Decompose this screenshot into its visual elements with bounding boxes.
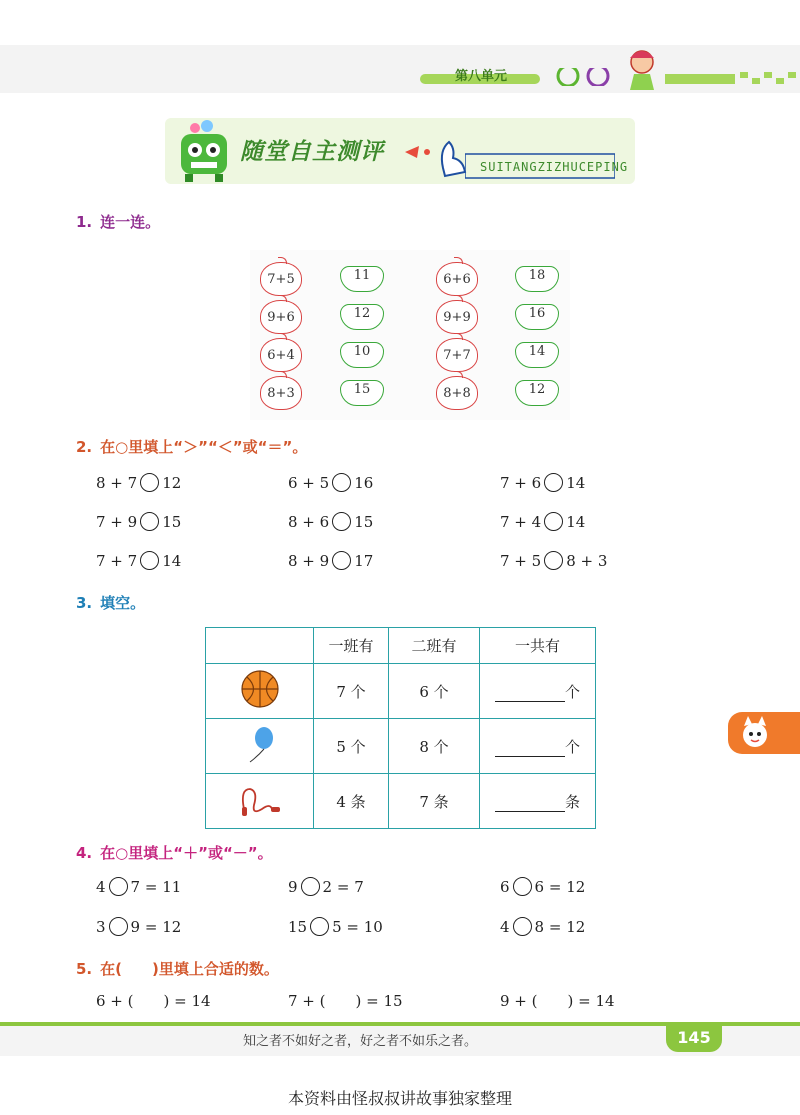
compare-item [96,512,181,531]
unit-title: 第八单元 [455,69,508,84]
bowl-answer[interactable] [515,304,559,330]
answer-text: 12 [528,382,546,397]
answer-blank[interactable] [495,742,565,757]
left-operand: 6 [500,877,510,896]
expression-text: 7+7 [443,347,471,363]
class-2-count: 8 个 [389,719,480,774]
compare-item [96,473,181,492]
right-operand: 15 [354,512,374,531]
right-operand: 17 [354,551,374,570]
left-operand: 7 + 7 [96,551,138,570]
operator-item [500,877,585,896]
table-row [206,719,596,774]
basketball-icon [240,669,280,709]
apple-expression[interactable] [260,376,302,410]
answer-circle[interactable] [513,877,532,896]
expression-text: 6+4 [267,347,295,363]
credit-line: 本资料由怪叔叔讲故事独家整理 [287,1089,512,1108]
compare-item [288,473,373,492]
answer-unit: 个 [564,682,580,701]
apple-expression[interactable] [436,338,478,372]
fill-number-item[interactable] [288,990,403,1011]
compare-item [500,512,585,531]
left-operand: 7 + 5 [500,551,542,570]
expression-start: 9 + ( [500,991,538,1010]
answer-circle[interactable] [332,551,351,570]
banner-subtitle: SUITANGZIZHUCEPING [480,160,629,174]
question-1-label [76,211,160,232]
expression-end: ) = 15 [325,992,403,1010]
answer-text: 16 [528,306,546,321]
answer-circle[interactable] [301,877,320,896]
right-operand: 14 [566,512,586,531]
answer-circle[interactable] [109,877,128,896]
left-operand: 4 [96,877,106,896]
total-answer-cell [480,774,596,829]
expression-end: ) = 14 [133,992,211,1010]
answer-circle[interactable] [544,512,563,531]
right-operand: 8 + 3 [566,551,608,570]
ring-green-icon [558,68,578,86]
answer-circle[interactable] [544,473,563,492]
apple-expression[interactable] [260,300,302,334]
left-operand: 8 + 6 [288,512,330,531]
class-2-count: 7 条 [389,774,480,829]
apple-expression[interactable] [436,376,478,410]
apple-expression[interactable] [436,300,478,334]
total-answer-cell [480,664,596,719]
question-number: 5. [76,960,93,978]
answer-circle[interactable] [140,512,159,531]
expression-text: 9+6 [267,309,295,325]
apple-expression[interactable] [260,338,302,372]
right-operand: 16 [354,473,374,492]
expression-text: 6+6 [443,271,471,287]
left-operand: 9 [288,877,298,896]
right-operand: 9 = 12 [130,917,182,936]
footer-motto: 知之者不如好之者，好之者不如乐之者。 [243,1034,478,1049]
apple-expression[interactable] [260,262,302,296]
question-number: 1. [76,213,93,231]
mascot-girl-icon [618,44,668,92]
expression-start: 7 + ( [288,991,326,1010]
operator-item [500,917,585,936]
right-operand: 14 [162,551,182,570]
table-item [206,719,314,774]
right-operand: 14 [566,473,586,492]
compare-item [288,512,373,531]
right-operand: 15 [162,512,182,531]
compare-item [500,473,585,492]
balloon-icon [240,724,280,764]
bowl-answer[interactable] [515,266,559,292]
table-header: 一共有 [480,628,596,664]
expression-text: 8+3 [267,385,295,401]
left-operand: 7 + 6 [500,473,542,492]
banner-title: 随堂自主测评 [240,139,384,165]
answer-circle[interactable] [513,917,532,936]
fox-mascot-icon [738,716,772,750]
answer-circle[interactable] [140,473,159,492]
right-operand: 5 = 10 [332,917,383,936]
compare-item [96,551,181,570]
question-prompt: 连一连。 [100,213,161,231]
right-operand: 2 = 7 [322,877,364,896]
class-2-count: 6 个 [389,664,480,719]
question-prompt: 在○里填上“＋”或“－”。 [100,844,273,862]
answer-circle[interactable] [310,917,329,936]
answer-blank[interactable] [495,687,565,702]
table-header: 一班有 [314,628,389,664]
side-tab [728,712,800,754]
operator-item [288,917,383,936]
operator-item [288,877,364,896]
bowl-answer[interactable] [340,380,384,406]
answer-text: 12 [353,306,371,321]
answer-text: 10 [353,344,371,359]
answer-text: 11 [353,268,371,283]
table-corner [206,628,314,664]
question-4-label [76,842,273,863]
answer-unit: 个 [564,737,580,756]
apple-expression[interactable] [436,262,478,296]
table-row [206,664,596,719]
question-prompt: 填空。 [100,594,146,612]
total-answer-cell [480,719,596,774]
compare-item [288,551,373,570]
answer-text: 14 [528,344,546,359]
left-operand: 8 + 9 [288,551,330,570]
answer-circle[interactable] [544,551,563,570]
left-operand: 6 + 5 [288,473,330,492]
answer-blank[interactable] [495,797,565,812]
question-5-label [76,958,279,979]
fill-table [205,627,596,829]
jump-rope-icon [238,779,282,819]
question-number: 3. [76,594,93,612]
question-number: 2. [76,438,93,456]
bowl-answer[interactable] [515,342,559,368]
monster-mascot-icon [175,120,235,184]
answer-text: 18 [528,268,546,283]
right-operand: 8 = 12 [534,917,586,936]
bowl-answer[interactable] [340,342,384,368]
class-1-count: 5 个 [314,719,389,774]
question-prompt: 在( )里填上合适的数。 [100,960,279,978]
compare-item [500,551,607,570]
expression-text: 8+8 [443,385,471,401]
left-operand: 7 + 9 [96,512,138,531]
answer-circle[interactable] [140,551,159,570]
answer-circle[interactable] [109,917,128,936]
question-2-label [76,436,307,457]
operator-item [96,877,181,896]
bowl-answer[interactable] [340,266,384,292]
left-operand: 7 + 4 [500,512,542,531]
answer-unit: 条 [564,792,580,811]
table-header: 二班有 [389,628,480,664]
page-number: 145 [666,1022,722,1052]
expression-text: 7+5 [267,271,295,287]
bowl-answer[interactable] [515,380,559,406]
right-operand: 12 [162,473,182,492]
left-operand: 3 [96,917,106,936]
left-operand: 15 [288,917,308,936]
class-1-count: 7 个 [314,664,389,719]
answer-circle[interactable] [332,512,351,531]
expression-end: ) = 14 [537,992,615,1010]
operator-item [96,917,181,936]
expression-text: 9+9 [443,309,471,325]
right-operand: 7 = 11 [130,877,182,896]
question-3-label [76,592,145,613]
table-row [206,774,596,829]
table-item [206,664,314,719]
class-1-count: 4 条 [314,774,389,829]
answer-text: 15 [353,382,371,397]
answer-circle[interactable] [332,473,351,492]
expression-start: 6 + ( [96,991,134,1010]
fill-number-item[interactable] [500,990,615,1011]
right-operand: 6 = 12 [534,877,586,896]
bowl-answer[interactable] [340,304,384,330]
fill-number-item[interactable] [96,990,211,1011]
question-number: 4. [76,844,93,862]
table-item [206,774,314,829]
left-operand: 8 + 7 [96,473,138,492]
left-operand: 4 [500,917,510,936]
ring-purple-icon [588,68,608,86]
question-prompt: 在○里填上“＞”“＜”或“＝”。 [100,438,308,456]
